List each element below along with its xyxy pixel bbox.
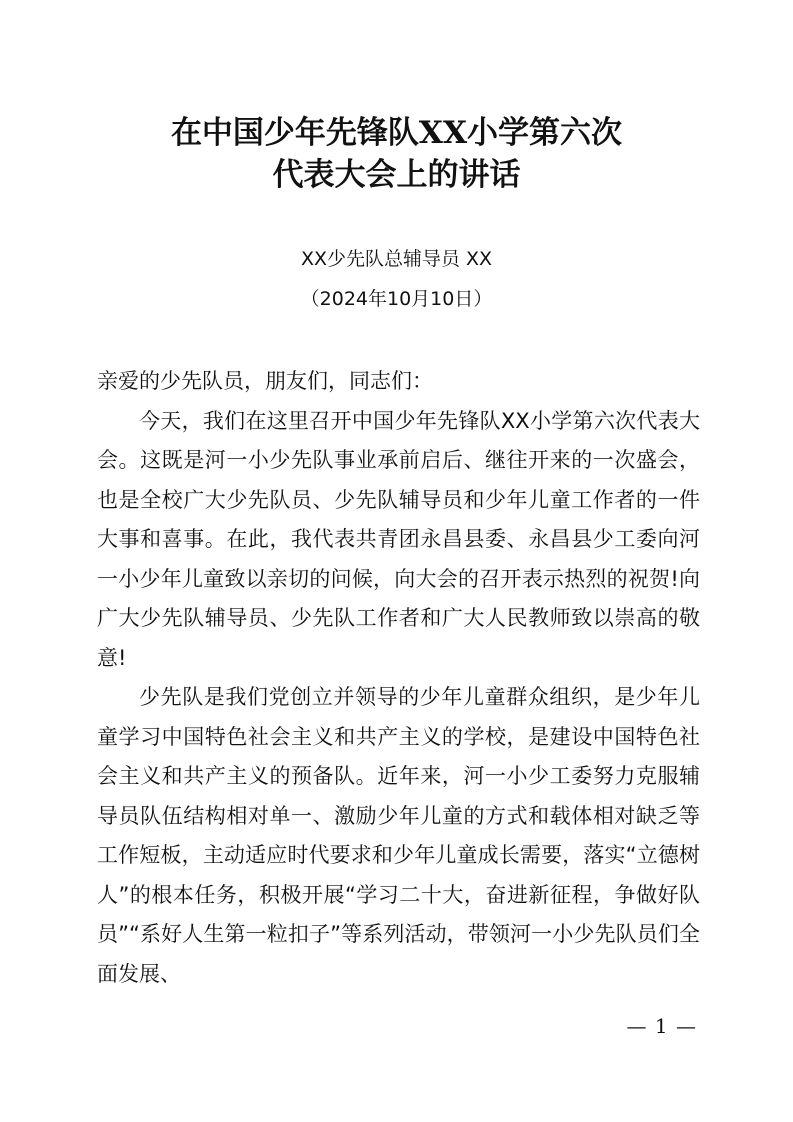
paragraph-2: 少先队是我们党创立并领导的少年儿童群众组织，是少年儿童学习中国特色社会主义和共产主义的学校，是建设中国特色社会主义和共产主义的预备队。近年来，河一小少工委努力克服辅导员队伍结构相对单一、激励少年儿童的方式和载体相对缺乏等工作短板，主动适应时代要求和少年儿童成长需要，落实“立德树人”的根本任务，积极开展“学习二十大，奋进新征程，争做好队员”“系好人生第一粒扣子”等系列活动，带领河一小少先队员们全面发展、 — [97, 685, 700, 986]
title-line-1: 在中国少年先锋队XX小学第六次 — [170, 115, 623, 151]
title-line-2: 代表大会上的讲话 — [272, 157, 521, 193]
paragraph-1: 今天，我们在这里召开中国少年先锋队XX小学第六次代表大会。这既是河一小少先队事业承前启后、继往开来的一次盛会，也是全校广大少先队员、少先队辅导员和少年儿童工作者的一件大事和喜事。在此，我代表共青团永昌县委、永昌县少工委向河一小少年儿童致以亲切的问候，向大会的召开表示热烈的祝贺!向广大少先队辅导员、少先队工作者和广大人民教师致以崇高的敬意! — [97, 408, 700, 670]
document-body — [97, 362, 700, 994]
author-line: XX少先队总辅导员 XX — [300, 248, 493, 270]
date-line: （2024年10月10日） — [300, 288, 493, 310]
salutation: 亲爱的少先队员，朋友们，同志们： — [97, 369, 433, 393]
document-title — [0, 112, 793, 196]
page-number: — 1 — — [626, 1014, 697, 1038]
